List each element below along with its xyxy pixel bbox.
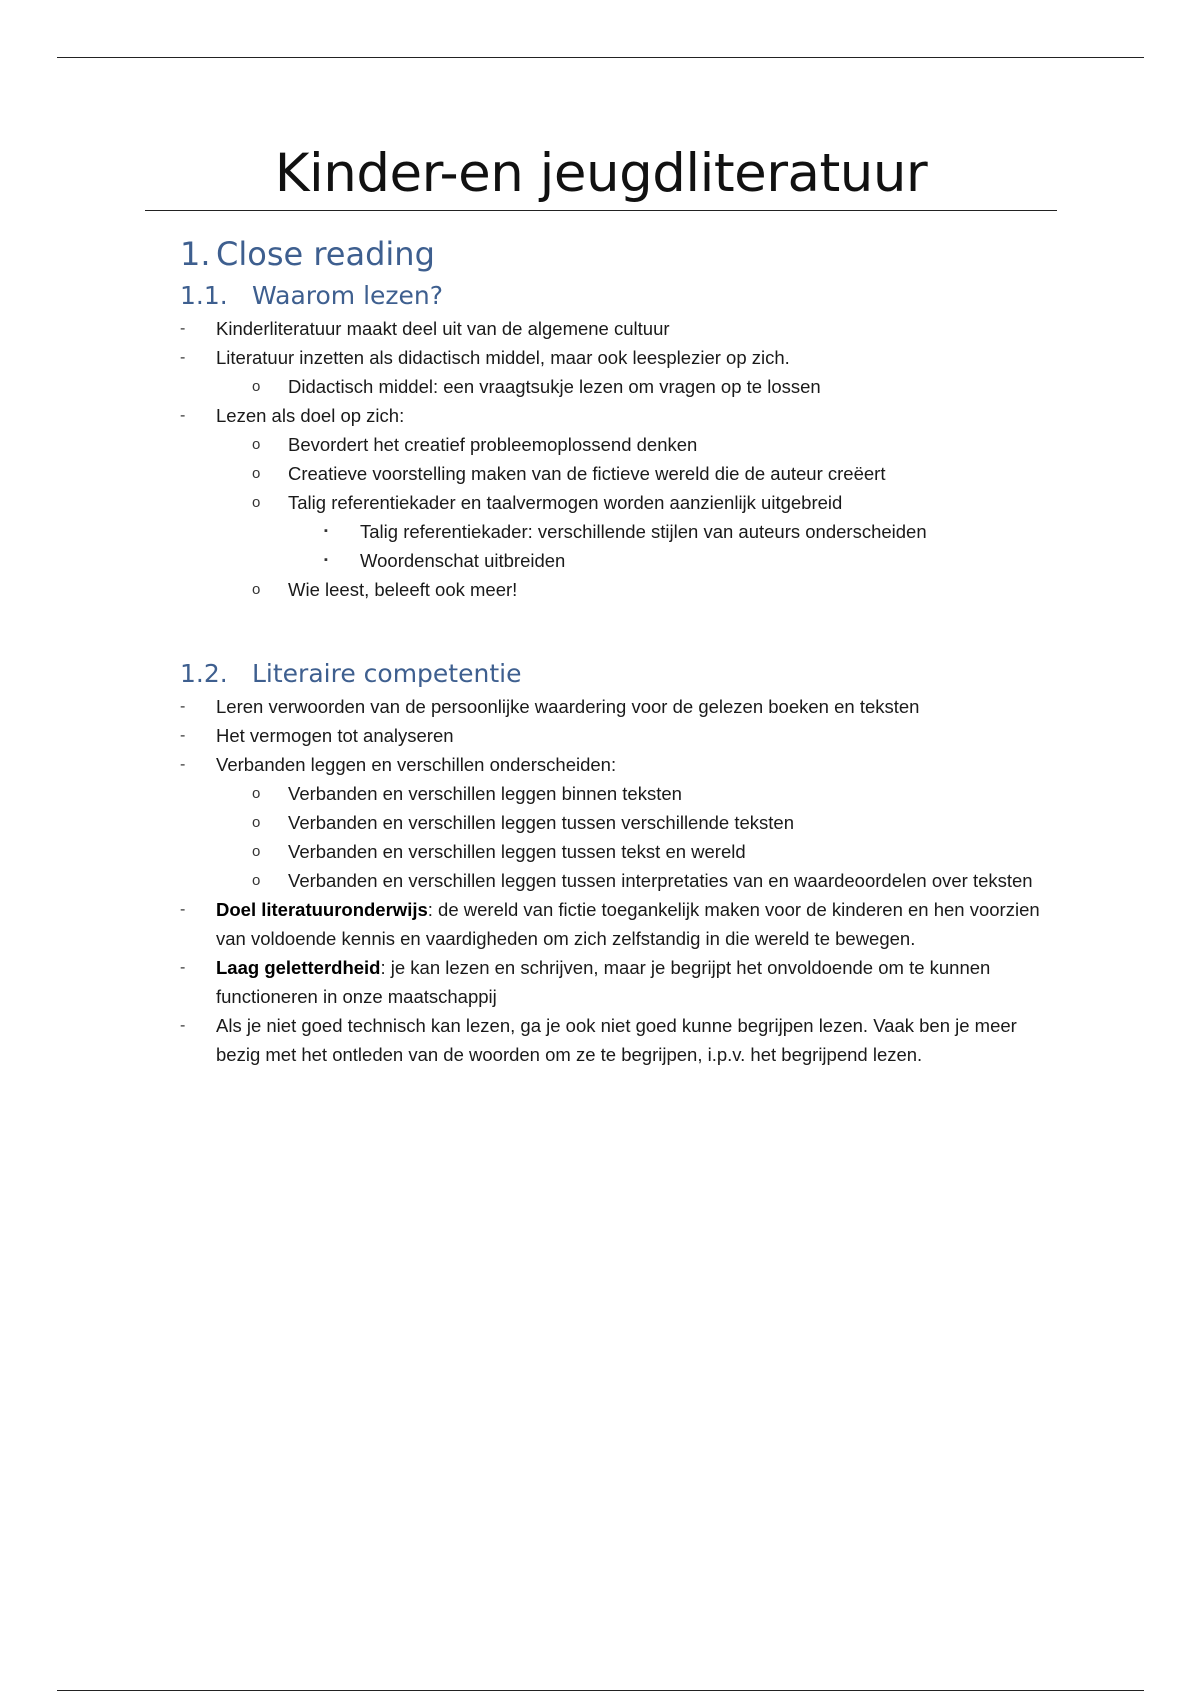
list-item: - Leren verwoorden van de persoonlijke waardering voor de gelezen boeken en teksten [0,692,1200,721]
title-block [145,142,1057,211]
square-bullet: ▪ [324,525,328,537]
list-item: - Verbanden leggen en verschillen onderscheiden: [0,750,1200,779]
list-item: o Verbanden en verschillen leggen tussen tekst en wereld [0,837,1200,866]
dash-bullet: - [180,959,186,976]
heading-number: 1.2. [180,659,228,688]
circle-bullet: o [252,494,261,511]
dash-bullet: - [180,320,186,337]
bottom-rule [57,1690,1144,1691]
circle-bullet: o [252,378,261,395]
top-rule [57,57,1144,58]
heading-text: Close reading [216,235,435,273]
list-item: - Als je niet goed technisch kan lezen, ga je ook niet goed kunne begrijpen lezen. Vaak ben je meer bezig met het ontleden van de woorden om ze te begrijpen, i.p.v. het begrijpend lezen. [0,1011,1200,1069]
list-item: - Doel literatuuronderwijs: de wereld van fictie toegankelijk maken voor de kinderen en hen voorzien van voldoende kennis en vaardigheden om zich zelfstandig in die wereld te bewegen. [0,895,1200,953]
list-item: ▪ Woordenschat uitbreiden [0,546,1200,575]
circle-bullet: o [252,465,261,482]
list-literaire-competentie [0,692,1200,1069]
heading-text: Waarom lezen? [252,281,444,310]
term-doel-literatuuronderwijs: Doel literatuuronderwijs [216,899,428,920]
document-title: Kinder-en jeugdliteratuur [274,143,928,204]
list-item: o Verbanden en verschillen leggen tussen verschillende teksten [0,808,1200,837]
list-item: o Talig referentiekader en taalvermogen worden aanzienlijk uitgebreid [0,488,1200,517]
heading-waarom-lezen [180,280,443,312]
list-item: o Verbanden en verschillen leggen binnen teksten [0,779,1200,808]
dash-bullet: - [180,407,186,424]
list-item: - Lezen als doel op zich: [0,401,1200,430]
list-item: o Didactisch middel: een vraagtsukje lezen om vragen op te lossen [0,372,1200,401]
heading-literaire-competentie [180,658,521,690]
heading-number: 1.1. [180,281,228,310]
list-item: - Kinderliteratuur maakt deel uit van de algemene cultuur [0,314,1200,343]
circle-bullet: o [252,785,261,802]
circle-bullet: o [252,872,261,889]
circle-bullet: o [252,436,261,453]
heading-text: Literaire competentie [252,659,522,688]
list-item: ▪ Talig referentiekader: verschillende stijlen van auteurs onderscheiden [0,517,1200,546]
circle-bullet: o [252,843,261,860]
dash-bullet: - [180,698,186,715]
list-item: - Literatuur inzetten als didactisch middel, maar ook leesplezier op zich. [0,343,1200,372]
dash-bullet: - [180,756,186,773]
term-laag-geletterdheid: Laag geletterdheid [216,957,381,978]
circle-bullet: o [252,581,261,598]
square-bullet: ▪ [324,554,328,566]
list-item: o Creatieve voorstelling maken van de fictieve wereld die de auteur creëert [0,459,1200,488]
list-item: - Het vermogen tot analyseren [0,721,1200,750]
dash-bullet: - [180,901,186,918]
dash-bullet: - [180,1017,186,1034]
list-waarom-lezen [0,314,1200,604]
heading-number: 1. [180,235,211,273]
heading-close-reading [180,232,435,276]
dash-bullet: - [180,349,186,366]
list-item: o Wie leest, beleeft ook meer! [0,575,1200,604]
list-item: o Verbanden en verschillen leggen tussen interpretaties van en waardeoordelen over teksten [0,866,1200,895]
dash-bullet: - [180,727,186,744]
circle-bullet: o [252,814,261,831]
list-item: o Bevordert het creatief probleemoplossend denken [0,430,1200,459]
list-item: - Laag geletterdheid: je kan lezen en schrijven, maar je begrijpt het onvoldoende om te kunnen functioneren in onze maatschappij [0,953,1200,1011]
